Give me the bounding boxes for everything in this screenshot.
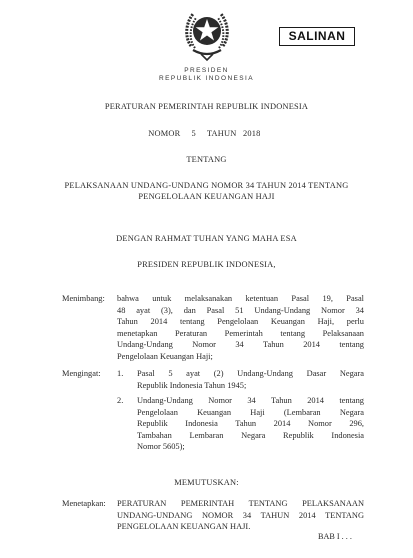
menimbang-line: 48 ayat (3), dan Pasal 51 Undang-Undang Nomor 34 [117, 305, 364, 315]
mengingat-label: Mengingat: [62, 369, 101, 378]
mengingat-line: Pasal 5 ayat (2) Undang-Undang Dasar Negara [137, 369, 364, 378]
menetapkan-label: Menetapkan: [62, 499, 106, 508]
mengingat-line: Tambahan Lembaran Negara Republik Indonesia [137, 430, 364, 440]
page-continuation: BAB I . . . [318, 532, 352, 541]
menimbang-line: menetapkan Peraturan Pemerintah tentang Pelaksanaan [117, 328, 364, 338]
garuda-emblem-icon [181, 4, 233, 62]
mengingat-item-1 [137, 368, 364, 391]
regulation-title: PERATURAN PEMERINTAH REPUBLIK INDONESIA [104, 102, 309, 111]
regulation-number [0, 128, 413, 139]
mengingat-item-number: 2. [117, 396, 124, 405]
mengingat-item-number: 1. [117, 369, 124, 378]
republik-indonesia-label: REPUBLIK INDONESIA [159, 75, 254, 82]
tentang-heading: TENTANG [186, 155, 227, 164]
mengingat-line: Nomor 5605); [137, 442, 185, 451]
subject-line-2: PENGELOLAAN KEUANGAN HAJI [138, 192, 275, 201]
mengingat-line: Republik Indonesia Tahun 2014 Nomor 296, [137, 419, 364, 428]
tahun-value: 2018 [243, 129, 261, 138]
mengingat-line: Republik Indonesia Tahun 1945; [137, 380, 247, 390]
salinan-stamp: SALINAN [279, 27, 355, 46]
menetapkan-line: UNDANG-UNDANG NOMOR 34 TAHUN 2014 TENTANG [117, 510, 364, 520]
mengingat-line: Undang-Undang Nomor 34 Tahun 2014 tentang [137, 396, 364, 405]
mengingat-item-2 [137, 395, 364, 453]
menimbang-label: Menimbang: [62, 294, 105, 303]
tahun-label: TAHUN [206, 129, 237, 138]
menimbang-line: Pengelolaan Keuangan Haji; [117, 351, 213, 361]
menimbang-line: Tahun 2014 tentang Pengelolaan Keuangan Haji, perlu [117, 317, 364, 326]
memutuskan-heading: MEMUTUSKAN: [174, 478, 239, 487]
menetapkan-line: PENGELOLAAN KEUANGAN HAJI. [117, 522, 251, 531]
nomor-value: 5 [191, 129, 196, 138]
menetapkan-text [117, 498, 364, 533]
menetapkan-line: PERATURAN PEMERINTAH TENTANG PELAKSANAAN [117, 499, 364, 508]
mengingat-line: Pengelolaan Keuangan Haji (Lembaran Negara [137, 407, 364, 417]
blessing-line: DENGAN RAHMAT TUHAN YANG MAHA ESA [116, 234, 297, 243]
subject-line-1: PELAKSANAAN UNDANG-UNDANG NOMOR 34 TAHUN 2014 TENTANG [64, 181, 349, 190]
president-line: PRESIDEN REPUBLIK INDONESIA, [137, 260, 276, 269]
presiden-label: PRESIDEN [184, 67, 229, 74]
menimbang-line: Undang-Undang Nomor 34 Tahun 2014 tentang [117, 340, 364, 349]
nomor-label: NOMOR [148, 129, 181, 138]
menimbang-line: bahwa untuk melaksanakan ketentuan Pasal 19, Pasal [117, 294, 364, 303]
menimbang-text [117, 293, 364, 362]
